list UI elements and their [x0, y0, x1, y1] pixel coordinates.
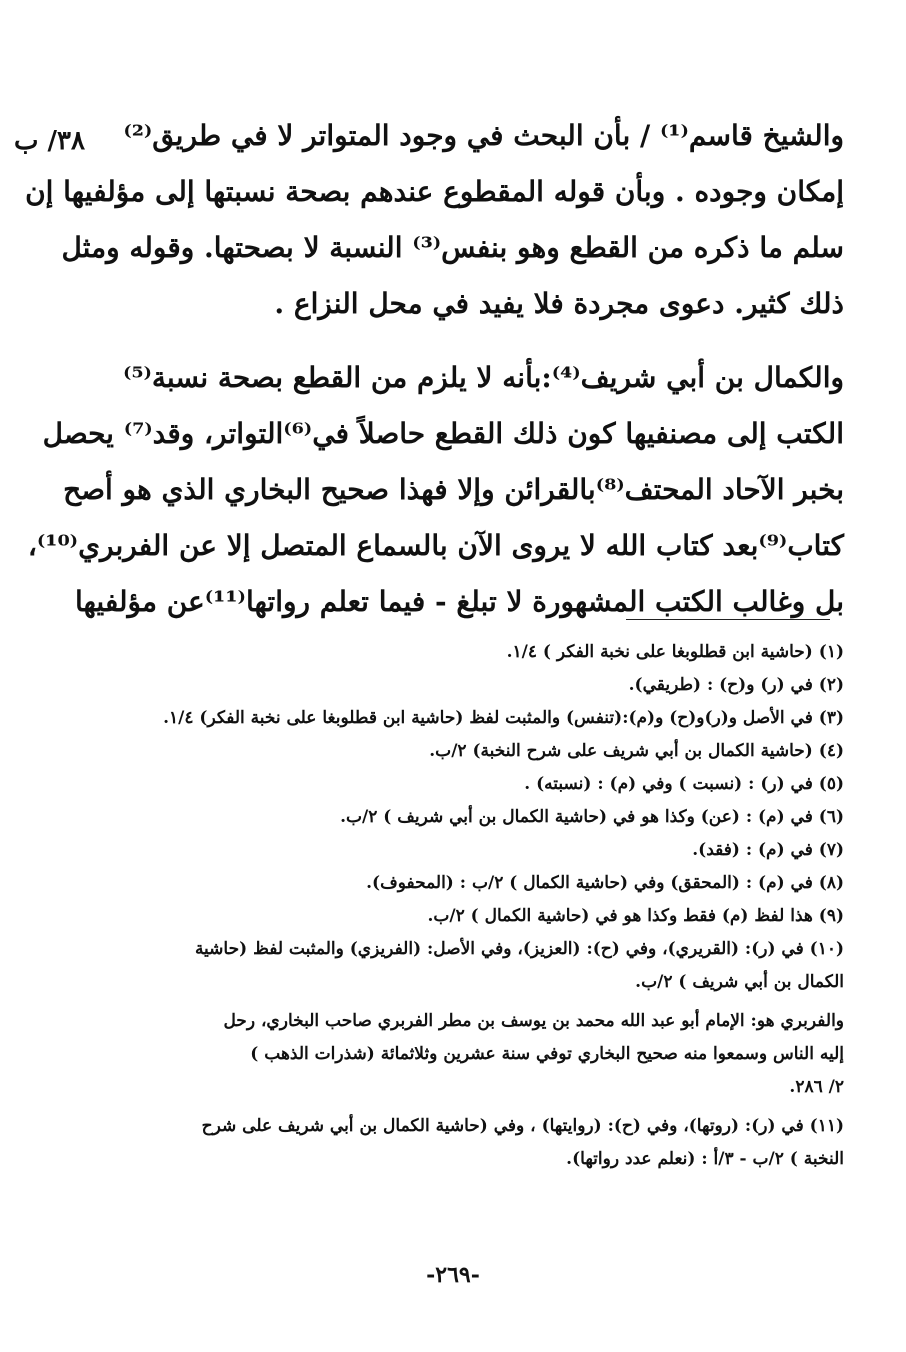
footnote: (٦) في (م) : (عن) وكذا هو في (حاشية الكمال بن أبي شريف ) ٢/ب.: [340, 807, 844, 827]
footnote: (٤) (حاشية الكمال بن أبي شريف على شرح النخبة) ٢/ب.: [429, 741, 844, 761]
footnote-continuation: النخبة ) ٢/ب - ٣/أ : (نعلم عدد رواتها).: [566, 1149, 844, 1169]
footnote-continuation: الكمال بن أبي شريف ) ٢/ب.: [635, 972, 844, 992]
footnote-continuation: والفربري هو: الإمام أبو عبد الله محمد بن يوسف بن مطر الفربري صاحب البخاري، رحل: [223, 1011, 844, 1031]
footnote: (١١) في (ر): (روتها)، وفي (ح): (روايتها) ، وفي (حاشية الكمال بن أبي شريف على شرح: [201, 1116, 844, 1136]
text-line: كتاب⁽⁹⁾بعد كتاب الله لا يروى الآن بالسماع المتصل إلا عن الفربري⁽¹⁰⁾،: [27, 529, 844, 562]
margin-folio-note: ٣٨/ ب: [14, 126, 85, 156]
page-number: -٢٦٩-: [426, 1262, 480, 1288]
text-line: والشيخ قاسم⁽¹⁾ / بأن البحث في وجود المتواتر لا في طريق⁽²⁾: [123, 119, 844, 152]
paragraph-gap: [116, 332, 844, 350]
text-line: إمكان وجوده . وبأن قوله المقطوع عندهم بصحة نسبتها إلى مؤلفيها إن: [25, 175, 844, 208]
footnote: (٨) في (م) : (المحقق) وفي (حاشية الكمال ) ٢/ب : (المحفوف).: [366, 873, 844, 893]
footnote: (٥) في (ر) : (نسبت ) وفي (م) : (نسبته) .: [524, 774, 844, 794]
text-line: سلم ما ذكره من القطع وهو بنفس⁽³⁾ النسبة لا بصحتها. وقوله ومثل: [61, 231, 844, 264]
footnote: (١) (حاشية ابن قطلوبغا على نخبة الفكر ) ١/٤.: [506, 642, 844, 662]
footnote: (٩) هذا لفظ (م) فقط وكذا هو في (حاشية الكمال ) ٢/ب.: [427, 906, 844, 926]
text-line: بخبر الآحاد المحتف⁽⁸⁾بالقرائن وإلا فهذا صحيح البخاري الذي هو أصح: [63, 473, 844, 506]
footnote-separator: [626, 619, 830, 620]
text-line: الكتب إلى مصنفيها كون ذلك القطع حاصلاً في⁽⁶⁾التواتر، وقد⁽⁷⁾ يحصل: [42, 417, 844, 450]
footnote: (٣) في الأصل و(ر)و(ح) و(م):(تنفس) والمثبت لفظ (حاشية ابن قطلوبغا على نخبة الفكر) ١/٤.: [163, 708, 844, 728]
footnotes: [116, 636, 844, 1176]
text-line: بل وغالب الكتب المشهورة لا تبلغ - فيما تعلم رواتها⁽¹¹⁾عن مؤلفيها: [74, 585, 844, 618]
text-line: والكمال بن أبي شريف⁽⁴⁾:بأنه لا يلزم من القطع بصحة نسبة⁽⁵⁾: [122, 361, 844, 394]
footnote-continuation: ٢/ ٢٨٦.: [789, 1077, 844, 1097]
footnote: (١٠) في (ر): (القريري)، وفي (ح): (العزيز)، وفي الأصل: (الفريزي) والمثبت لفظ (حاشية: [194, 939, 844, 959]
text-line: ذلك كثير. دعوى مجردة فلا يفيد في محل النزاع .: [274, 287, 844, 320]
footnote: (٧) في (م) : (فقد).: [692, 840, 844, 860]
footnote-continuation: إليه الناس وسمعوا منه صحيح البخاري توفي سنة عشرين وثلاثمائة (شذرات الذهب ): [250, 1044, 844, 1064]
footnote: (٢) في (ر) و(ح) : (طريقي).: [628, 675, 844, 695]
